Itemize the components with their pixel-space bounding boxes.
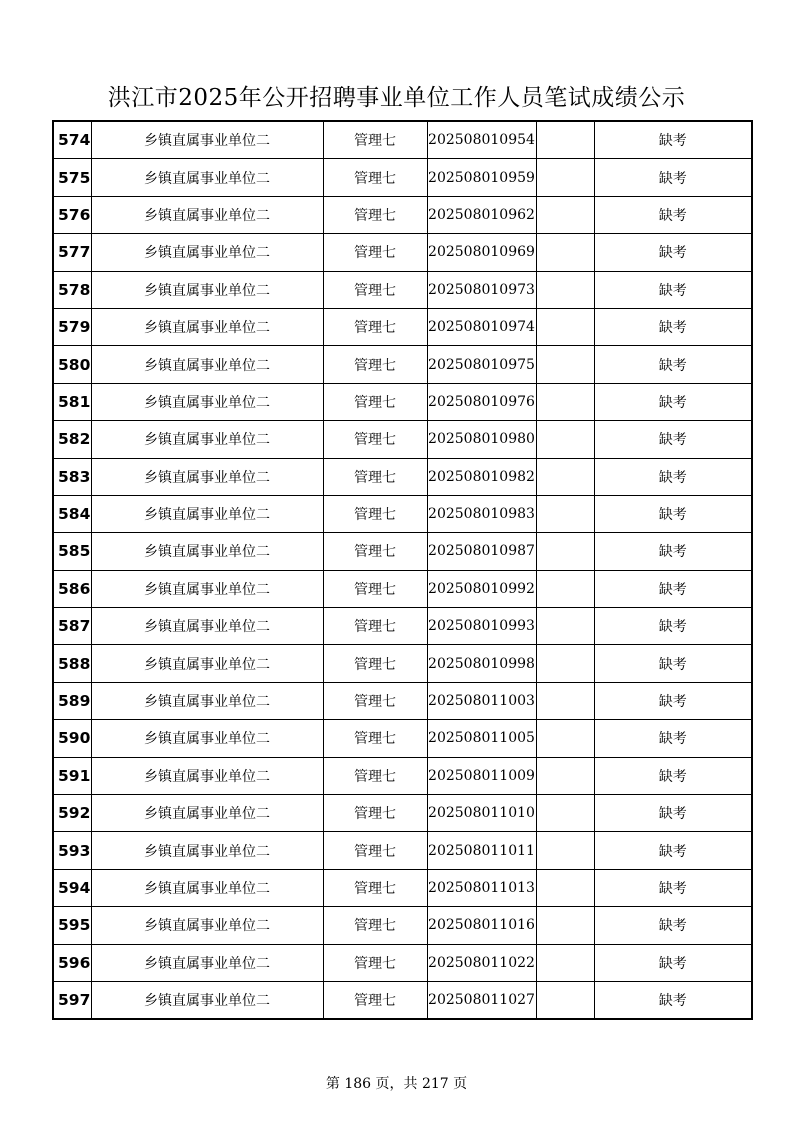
row-unit-name: 乡镇直属事业单位二 <box>91 346 323 383</box>
row-remark: 缺考 <box>594 682 752 719</box>
table-row <box>53 495 752 532</box>
row-remark: 缺考 <box>594 720 752 757</box>
row-seq-number: 586 <box>53 570 91 607</box>
row-unit-name: 乡镇直属事业单位二 <box>91 907 323 944</box>
row-position: 管理七 <box>323 383 427 420</box>
table-row <box>53 795 752 832</box>
row-score <box>536 570 594 607</box>
table-row <box>53 346 752 383</box>
row-unit-name: 乡镇直属事业单位二 <box>91 869 323 906</box>
row-seq-number: 575 <box>53 159 91 196</box>
table-row <box>53 757 752 794</box>
row-seq-number: 582 <box>53 421 91 458</box>
page-footer: 第 186 页，共 217 页 <box>325 1076 468 1092</box>
row-unit-name: 乡镇直属事业单位二 <box>91 682 323 719</box>
row-score <box>536 608 594 645</box>
row-score <box>536 346 594 383</box>
row-seq-number: 584 <box>53 495 91 532</box>
row-seq-number: 593 <box>53 832 91 869</box>
row-position: 管理七 <box>323 682 427 719</box>
row-ticket-number: 202508010980 <box>427 421 536 458</box>
row-score <box>536 234 594 271</box>
table-row <box>53 570 752 607</box>
row-remark: 缺考 <box>594 121 752 159</box>
score-table-body <box>53 121 752 1019</box>
row-score <box>536 383 594 420</box>
row-unit-name: 乡镇直属事业单位二 <box>91 570 323 607</box>
row-ticket-number: 202508010969 <box>427 234 536 271</box>
row-ticket-number: 202508010962 <box>427 196 536 233</box>
row-remark: 缺考 <box>594 795 752 832</box>
row-score <box>536 907 594 944</box>
table-row <box>53 271 752 308</box>
row-remark: 缺考 <box>594 869 752 906</box>
row-remark: 缺考 <box>594 645 752 682</box>
row-ticket-number: 202508010973 <box>427 271 536 308</box>
row-unit-name: 乡镇直属事业单位二 <box>91 196 323 233</box>
row-ticket-number: 202508011009 <box>427 757 536 794</box>
row-unit-name: 乡镇直属事业单位二 <box>91 159 323 196</box>
row-unit-name: 乡镇直属事业单位二 <box>91 121 323 159</box>
row-seq-number: 577 <box>53 234 91 271</box>
row-remark: 缺考 <box>594 346 752 383</box>
row-unit-name: 乡镇直属事业单位二 <box>91 720 323 757</box>
row-score <box>536 832 594 869</box>
row-position: 管理七 <box>323 795 427 832</box>
row-score <box>536 495 594 532</box>
row-position: 管理七 <box>323 234 427 271</box>
table-row <box>53 533 752 570</box>
row-unit-name: 乡镇直属事业单位二 <box>91 832 323 869</box>
row-seq-number: 590 <box>53 720 91 757</box>
row-remark: 缺考 <box>594 533 752 570</box>
row-position: 管理七 <box>323 346 427 383</box>
row-seq-number: 594 <box>53 869 91 906</box>
row-score <box>536 121 594 159</box>
row-ticket-number: 202508010983 <box>427 495 536 532</box>
row-score <box>536 645 594 682</box>
row-unit-name: 乡镇直属事业单位二 <box>91 645 323 682</box>
score-table <box>52 120 753 1020</box>
row-seq-number: 591 <box>53 757 91 794</box>
row-unit-name: 乡镇直属事业单位二 <box>91 944 323 981</box>
page-title: 洪江市2025年公开招聘事业单位工作人员笔试成绩公示 <box>107 85 686 111</box>
table-row <box>53 234 752 271</box>
table-row <box>53 159 752 196</box>
row-ticket-number: 202508011005 <box>427 720 536 757</box>
table-row <box>53 383 752 420</box>
row-score <box>536 720 594 757</box>
row-ticket-number: 202508010976 <box>427 383 536 420</box>
row-seq-number: 581 <box>53 383 91 420</box>
row-position: 管理七 <box>323 421 427 458</box>
row-position: 管理七 <box>323 869 427 906</box>
row-unit-name: 乡镇直属事业单位二 <box>91 795 323 832</box>
row-seq-number: 576 <box>53 196 91 233</box>
row-remark: 缺考 <box>594 159 752 196</box>
row-score <box>536 682 594 719</box>
row-unit-name: 乡镇直属事业单位二 <box>91 234 323 271</box>
row-position: 管理七 <box>323 645 427 682</box>
row-ticket-number: 202508011010 <box>427 795 536 832</box>
row-unit-name: 乡镇直属事业单位二 <box>91 608 323 645</box>
row-position: 管理七 <box>323 308 427 345</box>
row-ticket-number: 202508010992 <box>427 570 536 607</box>
row-unit-name: 乡镇直属事业单位二 <box>91 383 323 420</box>
row-remark: 缺考 <box>594 495 752 532</box>
table-row <box>53 981 752 1019</box>
table-row <box>53 458 752 495</box>
row-unit-name: 乡镇直属事业单位二 <box>91 421 323 458</box>
row-position: 管理七 <box>323 159 427 196</box>
row-remark: 缺考 <box>594 421 752 458</box>
row-remark: 缺考 <box>594 271 752 308</box>
row-remark: 缺考 <box>594 570 752 607</box>
row-seq-number: 589 <box>53 682 91 719</box>
row-seq-number: 579 <box>53 308 91 345</box>
row-ticket-number: 202508011011 <box>427 832 536 869</box>
table-row <box>53 944 752 981</box>
row-remark: 缺考 <box>594 981 752 1019</box>
row-ticket-number: 202508010975 <box>427 346 536 383</box>
row-position: 管理七 <box>323 570 427 607</box>
row-remark: 缺考 <box>594 308 752 345</box>
table-row <box>53 121 752 159</box>
row-score <box>536 159 594 196</box>
row-seq-number: 588 <box>53 645 91 682</box>
row-ticket-number: 202508011016 <box>427 907 536 944</box>
row-seq-number: 596 <box>53 944 91 981</box>
row-remark: 缺考 <box>594 383 752 420</box>
row-unit-name: 乡镇直属事业单位二 <box>91 458 323 495</box>
row-score <box>536 533 594 570</box>
row-unit-name: 乡镇直属事业单位二 <box>91 533 323 570</box>
table-row <box>53 608 752 645</box>
table-row <box>53 308 752 345</box>
row-seq-number: 578 <box>53 271 91 308</box>
row-ticket-number: 202508010993 <box>427 608 536 645</box>
table-row <box>53 682 752 719</box>
row-seq-number: 580 <box>53 346 91 383</box>
row-position: 管理七 <box>323 533 427 570</box>
row-remark: 缺考 <box>594 234 752 271</box>
row-position: 管理七 <box>323 121 427 159</box>
table-row <box>53 832 752 869</box>
row-remark: 缺考 <box>594 458 752 495</box>
row-ticket-number: 202508011022 <box>427 944 536 981</box>
row-score <box>536 421 594 458</box>
row-remark: 缺考 <box>594 832 752 869</box>
row-score <box>536 757 594 794</box>
row-ticket-number: 202508010982 <box>427 458 536 495</box>
row-score <box>536 795 594 832</box>
row-ticket-number: 202508011003 <box>427 682 536 719</box>
row-ticket-number: 202508010974 <box>427 308 536 345</box>
row-remark: 缺考 <box>594 608 752 645</box>
row-unit-name: 乡镇直属事业单位二 <box>91 757 323 794</box>
table-row <box>53 720 752 757</box>
row-seq-number: 583 <box>53 458 91 495</box>
row-ticket-number: 202508011013 <box>427 869 536 906</box>
row-unit-name: 乡镇直属事业单位二 <box>91 981 323 1019</box>
row-ticket-number: 202508010998 <box>427 645 536 682</box>
row-position: 管理七 <box>323 196 427 233</box>
row-position: 管理七 <box>323 981 427 1019</box>
row-unit-name: 乡镇直属事业单位二 <box>91 308 323 345</box>
row-position: 管理七 <box>323 757 427 794</box>
table-row <box>53 645 752 682</box>
row-ticket-number: 202508010959 <box>427 159 536 196</box>
row-position: 管理七 <box>323 608 427 645</box>
row-remark: 缺考 <box>594 944 752 981</box>
row-position: 管理七 <box>323 271 427 308</box>
table-row <box>53 907 752 944</box>
row-position: 管理七 <box>323 907 427 944</box>
row-position: 管理七 <box>323 495 427 532</box>
row-score <box>536 458 594 495</box>
row-seq-number: 587 <box>53 608 91 645</box>
table-row <box>53 421 752 458</box>
row-seq-number: 592 <box>53 795 91 832</box>
row-remark: 缺考 <box>594 196 752 233</box>
row-unit-name: 乡镇直属事业单位二 <box>91 271 323 308</box>
row-ticket-number: 202508010987 <box>427 533 536 570</box>
row-position: 管理七 <box>323 944 427 981</box>
row-position: 管理七 <box>323 720 427 757</box>
row-position: 管理七 <box>323 458 427 495</box>
row-remark: 缺考 <box>594 757 752 794</box>
row-unit-name: 乡镇直属事业单位二 <box>91 495 323 532</box>
row-score <box>536 308 594 345</box>
row-ticket-number: 202508011027 <box>427 981 536 1019</box>
row-ticket-number: 202508010954 <box>427 121 536 159</box>
row-score <box>536 196 594 233</box>
row-seq-number: 597 <box>53 981 91 1019</box>
row-score <box>536 271 594 308</box>
row-position: 管理七 <box>323 832 427 869</box>
row-score <box>536 981 594 1019</box>
row-score <box>536 869 594 906</box>
table-row <box>53 196 752 233</box>
row-remark: 缺考 <box>594 907 752 944</box>
row-seq-number: 585 <box>53 533 91 570</box>
row-seq-number: 595 <box>53 907 91 944</box>
row-score <box>536 944 594 981</box>
table-row <box>53 869 752 906</box>
row-seq-number: 574 <box>53 121 91 159</box>
